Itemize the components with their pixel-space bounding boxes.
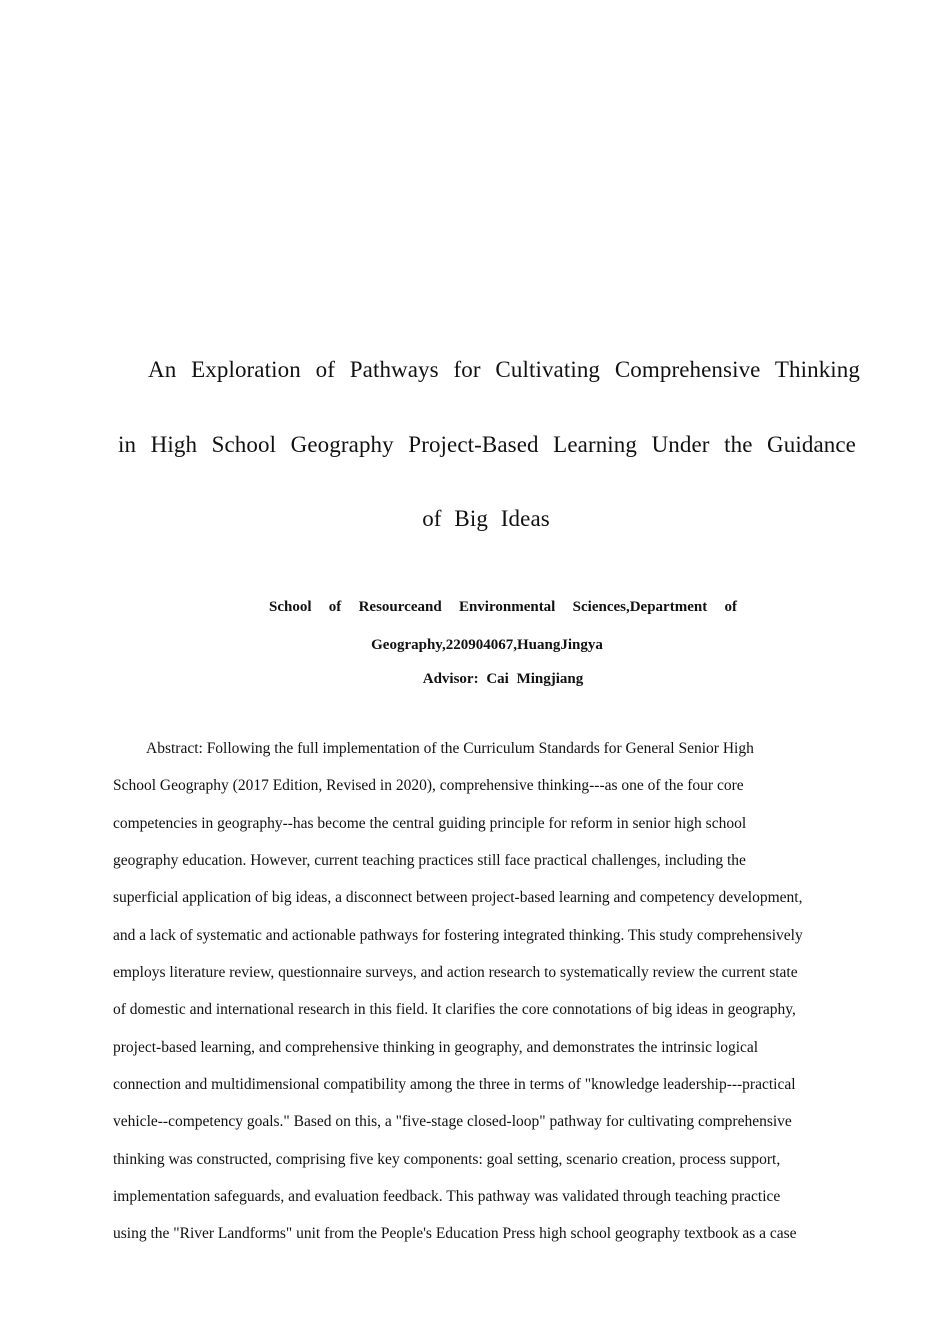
paper-title-line-3: of Big Ideas [422,506,550,531]
abstract-line: Abstract: Following the full implementation of the Curriculum Standards for General Senior High [146,740,754,757]
abstract-line: using the "River Landforms" unit from the People's Education Press high school geography textbook as a case [113,1225,797,1242]
author-affiliation-line-2: Geography,220904067,HuangJingya [371,637,603,653]
abstract-line: connection and multidimensional compatibility among the three in terms of "knowledge leadership---practical [113,1076,796,1093]
abstract-line: of domestic and international research in this field. It clarifies the core connotations of big ideas in geography, [113,1001,796,1018]
abstract-line: vehicle--competency goals." Based on this, a "five-stage closed-loop" pathway for cultivating comprehensive [113,1113,792,1130]
advisor-line: Advisor: Cai Mingjiang [422,671,584,687]
abstract-line: geography education. However, current teaching practices still face practical challenges, including the [113,852,746,869]
abstract-line: implementation safeguards, and evaluation feedback. This pathway was validated through teaching practice [113,1188,781,1205]
author-affiliation-line-1: School of Resourceand Environmental Sciences,Department of [269,599,737,615]
abstract-line: superficial application of big ideas, a disconnect between project-based learning and competency development, [113,889,803,906]
abstract-line: School Geography (2017 Edition, Revised in 2020), comprehensive thinking---as one of the four core [113,777,744,794]
abstract-line: competencies in geography--has become the central guiding principle for reform in senior high school [113,815,747,832]
abstract-line: project-based learning, and comprehensive thinking in geography, and demonstrates the intrinsic logical [113,1039,759,1056]
paper-title-line-2: in High School Geography Project-Based Learning Under the Guidance [118,432,856,457]
paper-title-line-1: An Exploration of Pathways for Cultivating Comprehensive Thinking [148,357,860,382]
abstract-line: employs literature review, questionnaire surveys, and action research to systematically review the current state [113,964,798,981]
abstract-line: and a lack of systematic and actionable pathways for fostering integrated thinking. This study comprehensively [113,927,803,944]
abstract-line: thinking was constructed, comprising five key components: goal setting, scenario creation, process support, [113,1151,781,1168]
